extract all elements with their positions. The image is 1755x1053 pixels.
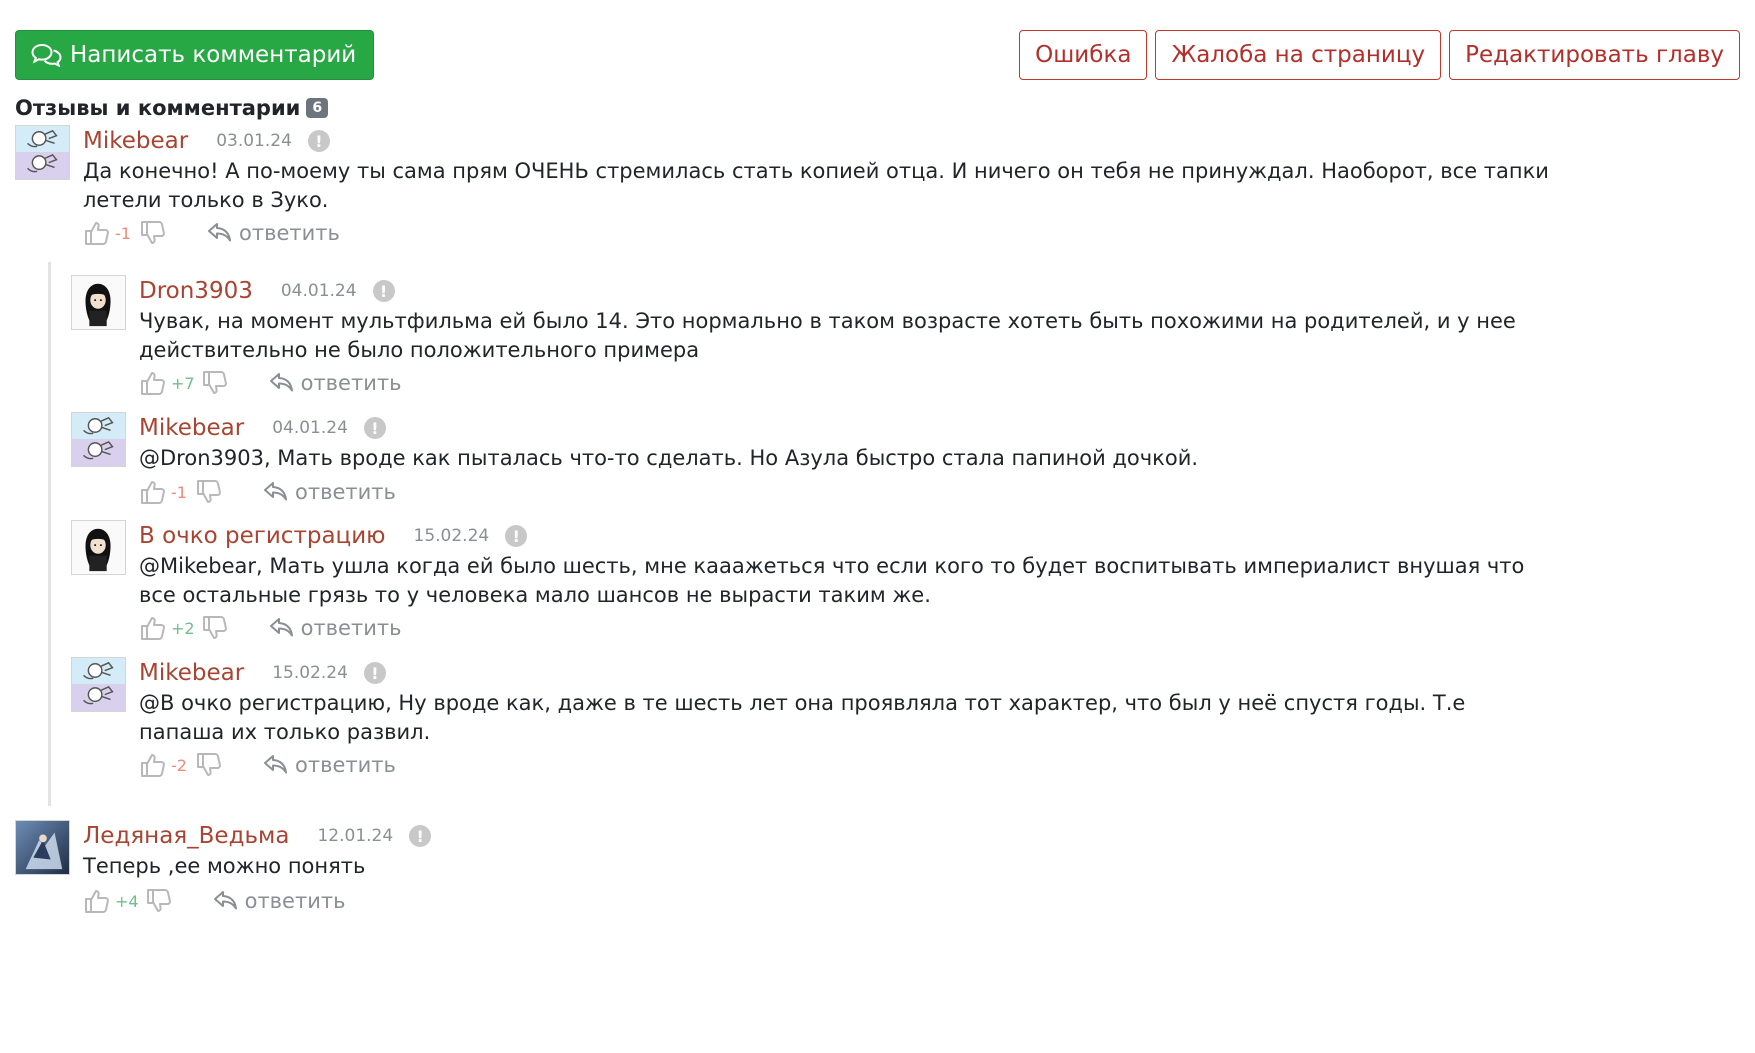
exclamation-icon[interactable]: ! [409, 825, 431, 847]
comment-date: 04.01.24 [280, 281, 357, 301]
comment-actions [139, 368, 401, 398]
comment-author[interactable]: Ледяная_Ведьма [83, 823, 290, 849]
comment-meta [139, 412, 386, 444]
edit-chapter-button[interactable]: Редактировать главу [1449, 30, 1740, 80]
comment-text: Теперь ,ее можно понять [83, 854, 366, 878]
comment-text: Да конечно! А по-моему ты сама прям ОЧЕНЬ стремилась стать копией отца. И ничего он тебя не принуждал. Наоборот, все тапки летели только в Зуко. [83, 159, 1549, 212]
comment-text: @Dron3903, Мать вроде как пыталась что-то сделать. Но Азула быстро стала папиной дочкой. [139, 446, 1199, 470]
avatar[interactable] [15, 125, 70, 180]
reply-thread-line [48, 262, 51, 806]
comments-count-badge: 6 [306, 98, 328, 118]
comment-actions [83, 218, 340, 248]
comment-author[interactable]: Mikebear [139, 415, 245, 441]
thumbs-down-icon[interactable] [145, 888, 173, 914]
comment-actions [83, 886, 345, 916]
comment-item [15, 820, 1740, 920]
comment-date: 04.01.24 [272, 418, 348, 438]
thumbs-up-icon[interactable] [139, 752, 167, 778]
thumbs-up-icon[interactable] [83, 220, 111, 246]
exclamation-icon[interactable]: ! [373, 280, 395, 302]
page-actions [1019, 30, 1740, 80]
comment-meta [83, 125, 330, 157]
reply-button[interactable] [263, 753, 396, 777]
reply-icon [263, 753, 289, 777]
thumbs-down-icon[interactable] [139, 220, 167, 246]
comment-meta [83, 820, 431, 852]
comment-item [71, 275, 1740, 400]
reply-label: ответить [239, 221, 340, 245]
avatar[interactable] [71, 275, 126, 330]
comment-score: +4 [115, 891, 139, 911]
thumbs-down-icon[interactable] [201, 615, 229, 641]
comment-score: -1 [171, 482, 187, 502]
reply-button[interactable] [269, 616, 402, 640]
avatar[interactable] [15, 820, 70, 875]
avatar[interactable] [71, 520, 126, 575]
comment-meta [139, 657, 386, 689]
comment-actions [139, 477, 396, 507]
exclamation-icon[interactable]: ! [308, 130, 330, 152]
comment-author[interactable]: Mikebear [139, 660, 245, 686]
thumbs-up-icon[interactable] [139, 615, 167, 641]
comments-icon [31, 43, 62, 67]
thumbs-down-icon[interactable] [195, 479, 223, 505]
comment-item [15, 125, 1740, 250]
write-comment-label: Написать комментарий [70, 42, 357, 68]
comment-item [71, 412, 1740, 512]
reply-icon [263, 480, 289, 504]
comment-score: +7 [171, 373, 195, 393]
reply-icon [213, 889, 239, 913]
reply-icon [207, 221, 233, 245]
comment-actions [139, 750, 396, 780]
reply-button[interactable] [269, 371, 402, 395]
comment-score: -2 [171, 755, 187, 775]
comments-heading [15, 96, 328, 120]
comment-text: @В очко регистрацию, Ну вроде как, даже в те шесть лет она проявляла тот характер, что был у неё спустя годы. Т.е папаша их только развил. [139, 691, 1466, 744]
comment-author[interactable]: Mikebear [83, 128, 189, 154]
comment-actions [139, 613, 401, 643]
thumbs-up-icon[interactable] [139, 370, 167, 396]
reply-icon [269, 616, 295, 640]
comment-meta [139, 275, 395, 307]
comment-toolbar [15, 30, 1740, 80]
comment-meta [139, 520, 527, 552]
comment-text: @Mikebear, Мать ушла когда ей было шесть, мне кааажеться что если кого то будет воспитывать империалист внушая что все остальные грязь то у человека мало шансов не вырасти таким же. [139, 554, 1525, 607]
reply-label: ответить [244, 889, 346, 913]
comment-item [71, 520, 1740, 645]
comments-heading-title: Отзывы и комментарии [15, 96, 301, 120]
reply-label: ответить [300, 371, 402, 395]
comment-date: 15.02.24 [413, 526, 490, 546]
reply-label: ответить [295, 753, 396, 777]
report-error-button[interactable]: Ошибка [1019, 30, 1147, 80]
reply-button[interactable] [213, 889, 346, 913]
comment-date: 03.01.24 [216, 131, 292, 151]
avatar[interactable] [71, 657, 126, 712]
comment-date: 15.02.24 [272, 663, 348, 683]
comment-author[interactable]: В очко регистрацию [139, 523, 386, 549]
thumbs-down-icon[interactable] [195, 752, 223, 778]
reply-button[interactable] [263, 480, 396, 504]
comment-score: +2 [171, 618, 195, 638]
comment-item [71, 657, 1740, 782]
comment-score: -1 [115, 223, 131, 243]
write-comment-button[interactable] [15, 30, 374, 80]
comment-author[interactable]: Dron3903 [139, 278, 253, 304]
reply-label: ответить [300, 616, 402, 640]
comment-date: 12.01.24 [317, 826, 394, 846]
thumbs-down-icon[interactable] [201, 370, 229, 396]
avatar[interactable] [71, 412, 126, 467]
exclamation-icon[interactable]: ! [505, 525, 527, 547]
exclamation-icon[interactable]: ! [364, 662, 386, 684]
thumbs-up-icon[interactable] [139, 479, 167, 505]
reply-button[interactable] [207, 221, 340, 245]
comment-text: Чувак, на момент мультфильма ей было 14. Это нормально в таком возрасте хотеть быть похожими на родителей, и у нее действительно не было положительного примера [139, 309, 1516, 362]
reply-icon [269, 371, 295, 395]
exclamation-icon[interactable]: ! [364, 417, 386, 439]
reply-label: ответить [295, 480, 396, 504]
thumbs-up-icon[interactable] [83, 888, 111, 914]
complain-page-button[interactable]: Жалоба на страницу [1155, 30, 1441, 80]
